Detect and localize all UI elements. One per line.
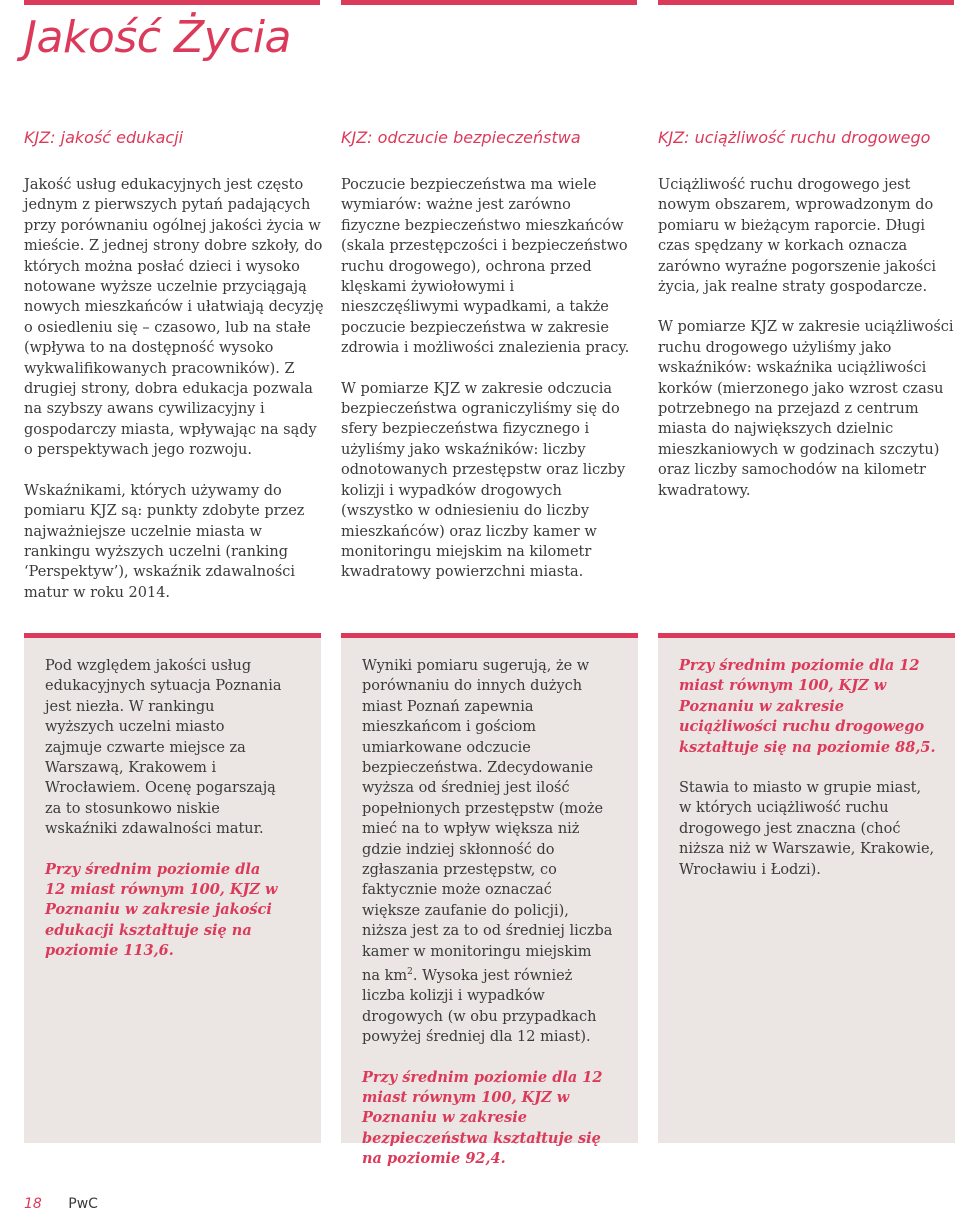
page-number: 18 bbox=[24, 1196, 42, 1212]
paragraph: W pomiarze KJZ w zakresie odczucia bezpieczeństwa ograniczyliśmy się do sfery bezpieczeństwa fizycznego i użyliśmy jako wskaźników: liczby odnotowanych przestępstw oraz liczby kolizji i wypadków drogowych (wszystko w odniesieniu do liczby mieszkańców) oraz liczby kamer w monitoringu miejskim na kilometr kwadratowy powierzchni miasta. bbox=[341, 380, 626, 581]
heading-label: KJZ: bbox=[658, 128, 690, 147]
superscript: 2 bbox=[407, 967, 413, 978]
column-heading bbox=[24, 128, 324, 147]
heading-label: KJZ: bbox=[341, 128, 373, 147]
top-rule-left bbox=[24, 0, 320, 5]
box-highlight: Przy średnim poziomie dla 12 miast równym 100, KJZ w Poznaniu w zakresie bezpieczeństwa kształtuje się na poziomie 92,4. bbox=[362, 1068, 603, 1168]
paragraph: Uciążliwość ruchu drogowego jest nowym obszarem, wprowadzonym do pomiaru w bieżącym raporcie. Długi czas spędzany w korkach oznacza zarówno wyraźne pogorszenie jakości życia, jak realne straty gospodarcze. bbox=[658, 177, 937, 296]
top-rule-right bbox=[658, 0, 954, 5]
column-education bbox=[24, 128, 324, 623]
paragraph: Jakość usług edukacyjnych jest często jednym z pierwszych pytań padających przy porównaniu ogólnej jakości życia w mieście. Z jednej strony dobre szkoły, do których można posłać dzieci i wysoko notowane wyższe uczelnie przyciągają nowych mieszkańców i ułatwiają decyzję o osiedleniu się – czasowo, lub na stałe (wpływa to na dostępność wysoko wykwalifikowanych pracowników). Z drugiej strony, dobra edukacja pozwala na szybszy awans cywilizacyjny i gospodarczy miasta, wpływając na sądy o perspektywach jego rozwoju. bbox=[24, 177, 324, 459]
heading-subtitle: jakość edukacji bbox=[60, 128, 184, 147]
top-rule-middle bbox=[341, 0, 637, 5]
box-text-part: . Wysoka jest również liczba kolizji i wypadków drogowych (w obu przypadkach powyżej średniej dla 12 miast). bbox=[362, 967, 597, 1046]
heading-label: KJZ: bbox=[24, 128, 56, 147]
box-highlight: Przy średnim poziomie dla 12 miast równym 100, KJZ w Poznaniu w zakresie uciążliwości ruchu drogowego kształtuje się na poziomie 88,5. bbox=[679, 657, 936, 756]
box-text: Pod względem jakości usług edukacyjnych sytuacja Poznania jest niezła. W rankingu wyższych uczelni miasto zajmuje czwarte miejsce za Warszawą, Krakowem i Wrocławiem. Ocenę pogarszają za to stosunkowo niskie wskaźniki zdawalności matur. bbox=[45, 658, 282, 838]
summary-box-traffic bbox=[658, 633, 955, 1143]
brand-name: PwC bbox=[68, 1196, 98, 1212]
box-highlight: Przy średnim poziomie dla 12 miast równym 100, KJZ w Poznaniu w zakresie jakości edukacji kształtuje się na poziomie 113,6. bbox=[45, 860, 278, 960]
paragraph: Wskaźnikami, których używamy do pomiaru KJZ są: punkty zdobyte przez najważniejsze uczelnie miasta w rankingu wyższych uczelni (ranking ‘Perspektyw’), wskaźnik zdawalności matur w roku 2014. bbox=[24, 482, 305, 601]
box-text bbox=[362, 656, 614, 1048]
summary-box-safety bbox=[341, 633, 638, 1168]
page-title: Jakość Życia bbox=[24, 12, 292, 63]
box-text-part: Wyniki pomiaru sugerują, że w porównaniu do innych dużych miast Poznań zapewnia mieszkańcom i gościom umiarkowane odczucie bezpieczeństwa. Zdecydowanie wyższa od średniej jest ilość popełnionych przestępstw (może mieć na to wpływ większa niż gdzie indziej skłonność do zgłaszania przestępstw, co faktycznie może oznaczać większe zaufanie do policji), niższa jest za to od średniej liczba kamer w monitoringu miejskim na km bbox=[362, 658, 613, 984]
column-heading bbox=[341, 128, 633, 147]
column-traffic bbox=[658, 128, 958, 521]
paragraph: Poczucie bezpieczeństwa ma wiele wymiarów: ważne jest zarówno fizyczne bezpieczeństwo mieszkańców (skala przestępczości i bezpieczeństwo ruchu drogowego), ochrona przed klęskami żywiołowymi i nieszczęśliwymi wypadkami, a także poczucie bezpieczeństwa w zakresie zdrowia i możliwości znalezienia pracy. bbox=[341, 177, 630, 357]
summary-box-education bbox=[24, 633, 321, 1143]
column-heading bbox=[658, 128, 958, 147]
box-text: Stawia to miasto w grupie miast, w których uciążliwość ruchu drogowego jest znaczna (choć niższa niż w Warszawie, Krakowie, Wrocławiu i Łodzi). bbox=[679, 780, 935, 878]
heading-subtitle: odczucie bezpieczeństwa bbox=[377, 128, 581, 147]
paragraph: W pomiarze KJZ w zakresie uciążliwości ruchu drogowego użyliśmy jako wskaźników: wskaźnika uciążliwości korków (mierzonego jako wzrost czasu potrzebnego na przejazd z centrum miasta do największych dzielnic mieszkaniowych w godzinach szczytu) oraz liczby samochodów na kilometr kwadratowy. bbox=[658, 319, 954, 499]
heading-subtitle: uciążliwość ruchu drogowego bbox=[694, 128, 931, 147]
column-safety bbox=[341, 128, 633, 603]
page-footer bbox=[24, 1196, 98, 1212]
